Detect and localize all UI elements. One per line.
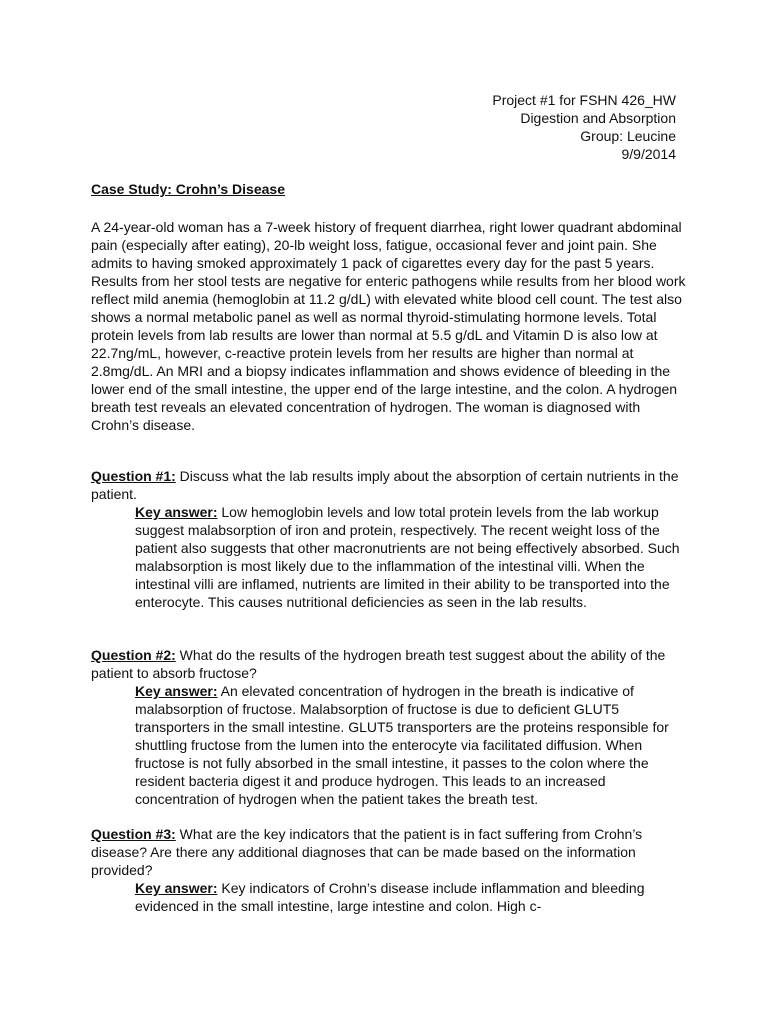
header-project-line: Project #1 for FSHN 426_HW bbox=[492, 92, 676, 108]
header-date-line: 9/9/2014 bbox=[621, 146, 676, 162]
question-block-2 bbox=[91, 646, 691, 808]
case-study-title: Case Study: Crohn’s Disease bbox=[91, 181, 285, 197]
answer-3-label: Key answer: bbox=[135, 880, 218, 896]
question-1-text: Discuss what the lab results imply about the absorption of certain nutrients in the patient. bbox=[91, 468, 679, 502]
question-2-label: Question #2: bbox=[91, 647, 176, 663]
question-1-label: Question #1: bbox=[91, 468, 176, 484]
header-group-line: Group: Leucine bbox=[580, 128, 676, 144]
document-header bbox=[492, 91, 676, 163]
question-2 bbox=[91, 646, 691, 682]
header-topic-line: Digestion and Absorption bbox=[520, 110, 676, 126]
question-3 bbox=[91, 825, 691, 879]
question-3-text: What are the key indicators that the patient is in fact suffering from Crohn’s disease? Are there any additional diagnoses that can be made based on the information provided? bbox=[91, 826, 643, 878]
case-description: A 24-year-old woman has a 7-week history of frequent diarrhea, right lower quadrant abdominal pain (especially after eating), 20-lb weight loss, fatigue, occasional fever and joint pain. She admits to having smoked approximately 1 pack of cigarettes every day for the past 5 years. Results from her stool tests are negative for enteric pathogens while results from her blood work reflect mild anemia (hemoglobin at 11.2 g/dL) with elevated white blood cell count. The test also shows a normal metabolic panel as well as normal thyroid-stimulating hormone levels. Total protein levels from lab results are lower than normal at 5.5 g/dL and Vitamin D is also low at 22.7ng/mL, however, c-reactive protein levels from her results are higher than normal at 2.8mg/dL. An MRI and a biopsy indicates inflammation and shows evidence of bleeding in the lower end of the small intestine, the upper end of the large intestine, and the colon. A hydrogen breath test reveals an elevated concentration of hydrogen. The woman is diagnosed with Crohn’s disease. bbox=[91, 219, 686, 433]
answer-1 bbox=[91, 503, 691, 611]
answer-1-text: Low hemoglobin levels and low total protein levels from the lab workup suggest malabsorption of iron and protein, respectively. The recent weight loss of the patient also suggests that other macronutrients are not being effectively absorbed. Such malabsorption is most likely due to the inflammation of the intestinal villi. When the intestinal villi are inflamed, nutrients are limited in their ability to be transported into the enterocyte. This causes nutritional deficiencies as seen in the lab results. bbox=[135, 504, 680, 610]
answer-2-label: Key answer: bbox=[135, 683, 218, 699]
answer-3-text: Key indicators of Crohn’s disease include inflammation and bleeding evidenced in the small intestine, large intestine and colon. High c- bbox=[135, 880, 645, 914]
question-2-text: What do the results of the hydrogen breath test suggest about the ability of the patient to absorb fructose? bbox=[91, 647, 666, 681]
answer-1-label: Key answer: bbox=[135, 504, 218, 520]
question-1 bbox=[91, 467, 691, 503]
answer-2 bbox=[91, 682, 691, 808]
answer-2-text: An elevated concentration of hydrogen in the breath is indicative of malabsorption of fructose. Malabsorption of fructose is due to deficient GLUT5 transporters in the small intestine. GLUT5 transporters are the proteins responsible for shuttling fructose from the lumen into the enterocyte via facilitated diffusion. When fructose is not fully absorbed in the small intestine, it passes to the colon where the resident bacteria digest it and produce hydrogen. This leads to an increased concentration of hydrogen when the patient takes the breath test. bbox=[135, 683, 669, 807]
question-block-3 bbox=[91, 825, 691, 915]
answer-3 bbox=[91, 879, 691, 915]
question-3-label: Question #3: bbox=[91, 826, 176, 842]
question-block-1 bbox=[91, 467, 691, 611]
